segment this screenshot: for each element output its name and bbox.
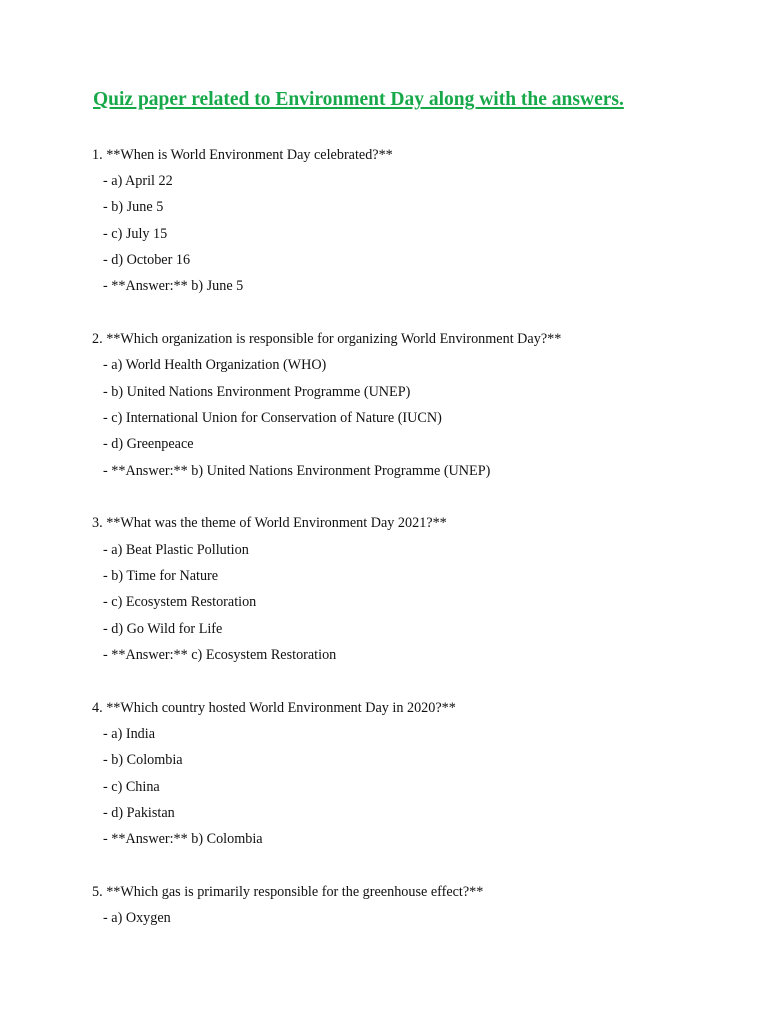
- page-title: Quiz paper related to Environment Day along with the answers.: [93, 89, 624, 110]
- question-1-option-c: - c) July 15: [103, 226, 168, 242]
- question-2-option-c: - c) International Union for Conservation of Nature (IUCN): [103, 410, 442, 426]
- question-2-answer: - **Answer:** b) United Nations Environment Programme (UNEP): [103, 463, 491, 479]
- question-2-option-a: - a) World Health Organization (WHO): [103, 357, 327, 373]
- question-3-option-c: - c) Ecosystem Restoration: [103, 594, 257, 610]
- question-4-option-b: - b) Colombia: [103, 752, 183, 768]
- question-5-text: 5. **Which gas is primarily responsible for the greenhouse effect?**: [92, 884, 484, 900]
- question-5-option-a: - a) Oxygen: [103, 910, 171, 926]
- question-3-answer: - **Answer:** c) Ecosystem Restoration: [103, 647, 337, 663]
- question-3-option-d: - d) Go Wild for Life: [103, 621, 223, 637]
- question-3-text: 3. **What was the theme of World Environment Day 2021?**: [92, 515, 447, 531]
- question-4-text: 4. **Which country hosted World Environment Day in 2020?**: [92, 700, 456, 716]
- question-3-option-b: - b) Time for Nature: [103, 568, 219, 584]
- question-4-answer: - **Answer:** b) Colombia: [103, 831, 263, 847]
- question-4-option-a: - a) India: [103, 726, 155, 742]
- question-4-option-d: - d) Pakistan: [103, 805, 175, 821]
- question-2-text: 2. **Which organization is responsible for organizing World Environment Day?**: [92, 331, 562, 347]
- question-3-option-a: - a) Beat Plastic Pollution: [103, 542, 249, 558]
- question-1-option-b: - b) June 5: [103, 199, 164, 215]
- question-1-text: 1. **When is World Environment Day celebrated?**: [92, 147, 393, 163]
- question-1-answer: - **Answer:** b) June 5: [103, 278, 244, 294]
- question-1-option-d: - d) October 16: [103, 252, 191, 268]
- question-4-option-c: - c) China: [103, 779, 160, 795]
- question-2-option-d: - d) Greenpeace: [103, 436, 194, 452]
- question-1-option-a: - a) April 22: [103, 173, 173, 189]
- question-2-option-b: - b) United Nations Environment Programme (UNEP): [103, 384, 411, 400]
